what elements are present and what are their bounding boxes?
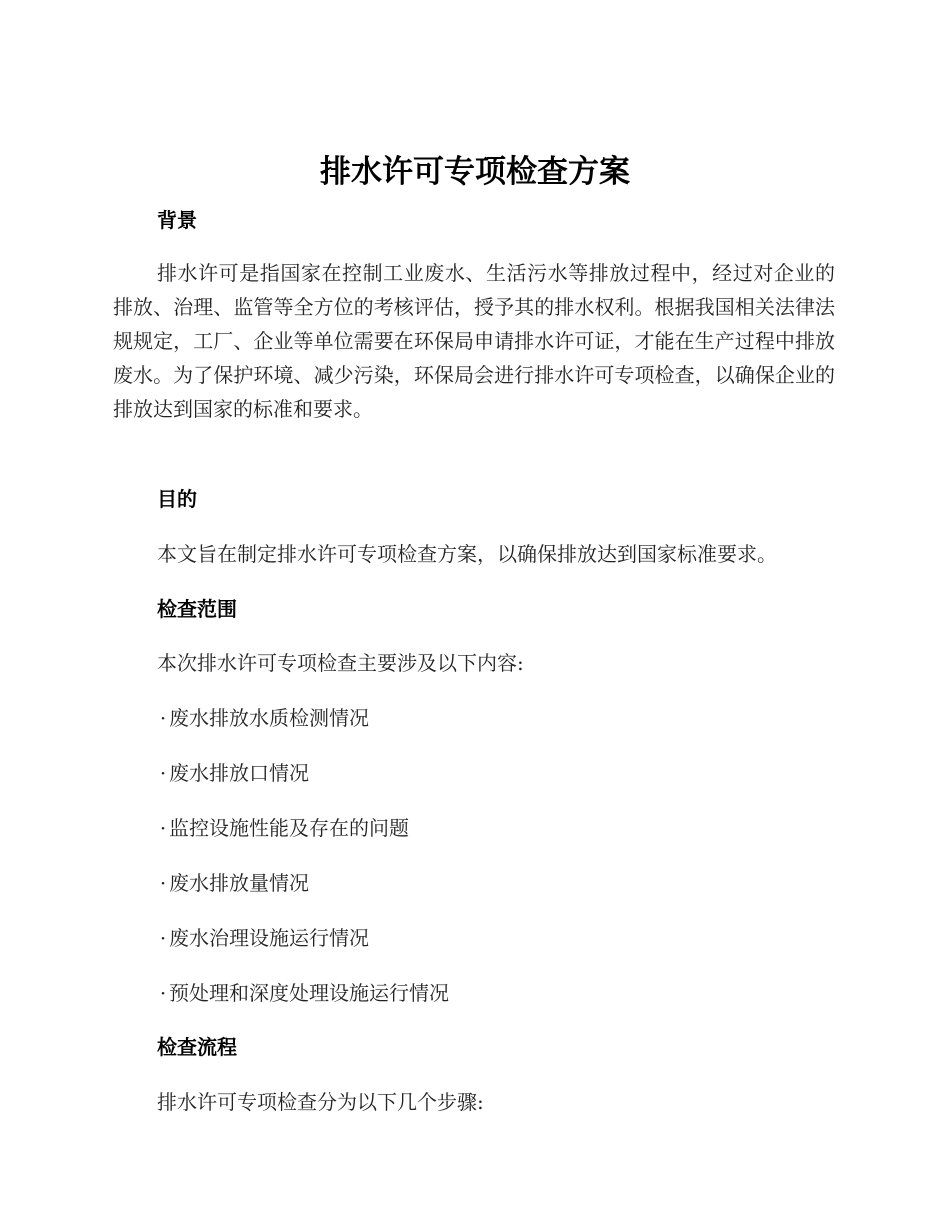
list-item-text: 废水治理设施运行情况 <box>169 926 369 950</box>
process-intro: 排水许可专项检查分为以下几个步骤: <box>157 1090 484 1114</box>
list-item <box>157 979 449 1007</box>
bullet-icon: · <box>159 761 167 785</box>
list-item-text: 预处理和深度处理设施运行情况 <box>169 981 449 1005</box>
bullet-icon: · <box>159 981 167 1005</box>
bullet-icon: · <box>159 871 167 895</box>
list-item-text: 废水排放水质检测情况 <box>169 706 369 730</box>
scope-intro: 本次排水许可专项检查主要涉及以下内容: <box>157 651 524 675</box>
bullet-icon: · <box>159 816 167 840</box>
list-item-text: 废水排放量情况 <box>169 871 309 895</box>
section-heading-purpose: 目的 <box>157 487 197 511</box>
list-item <box>157 924 369 952</box>
list-item-text: 监控设施性能及存在的问题 <box>169 816 409 840</box>
list-item <box>157 869 309 897</box>
purpose-paragraph: 本文旨在制定排水许可专项检查方案，以确保排放达到国家标准要求。 <box>157 542 777 566</box>
list-item-text: 废水排放口情况 <box>169 761 309 785</box>
section-heading-process: 检查流程 <box>157 1035 237 1059</box>
background-paragraph: 排水许可是指国家在控制工业废水、生活污水等排放过程中，经过对企业的排放、治理、监管等全方位的考核评估，授予其的排水权利。根据我国相关法律法规规定，工厂、企业等单位需要在环保局申请排水许可证，才能在生产过程中排放废水。为了保护环境、减少污染，环保局会进行排水许可专项检查，以确保企业的排放达到国家的标准和要求。 <box>113 261 835 421</box>
section-heading-background: 背景 <box>157 208 197 232</box>
list-item <box>157 814 409 842</box>
document-title: 排水许可专项检查方案 <box>320 154 630 190</box>
list-item <box>157 704 369 732</box>
bullet-icon: · <box>159 926 167 950</box>
bullet-icon: · <box>159 706 167 730</box>
section-heading-scope: 检查范围 <box>157 597 237 621</box>
list-item <box>157 759 309 787</box>
